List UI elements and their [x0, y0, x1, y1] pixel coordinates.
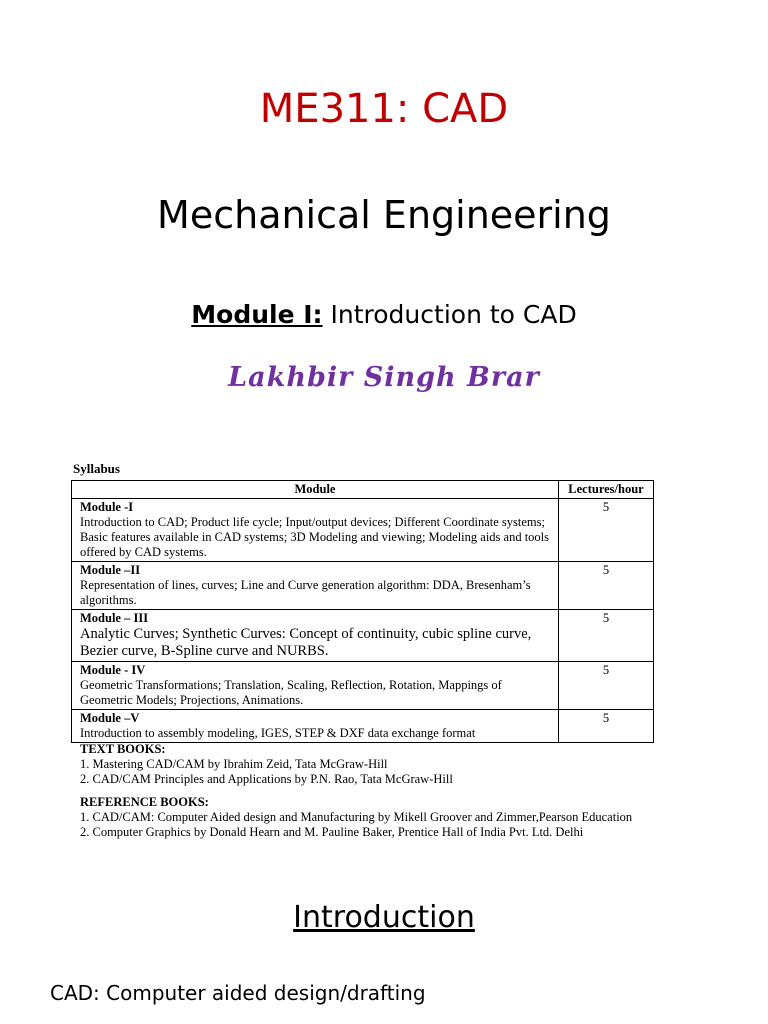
module-name: Module –II: [80, 563, 141, 577]
module-cell: [72, 662, 559, 710]
module-description: Introduction to CAD; Product life cycle; Input/output devices; Different Coordinate systems; Basic features available in CAD systems; 3D Modeling and viewing; Modeling aids and tools offered by CAD systems.: [80, 515, 550, 559]
module-cell: [72, 499, 559, 562]
module-name: Module - IV: [80, 663, 146, 677]
books-section: [80, 742, 650, 840]
text-book-item: 1. Mastering CAD/CAM by Ibrahim Zeid, Tata McGraw-Hill: [80, 757, 388, 771]
lectures-column-header: Lectures/hour: [559, 481, 654, 499]
module-heading: [0, 300, 768, 329]
course-code-title: ME311: CAD: [259, 86, 509, 132]
reference-book-item: 1. CAD/CAM: Computer Aided design and Manufacturing by Mikell Groover and Zimmer,Pearson Education: [80, 810, 633, 824]
module-cell: [72, 610, 559, 662]
department-title: Mechanical Engineering: [157, 193, 611, 237]
text-book-item: 2. CAD/CAM Principles and Applications by P.N. Rao, Tata McGraw-Hill: [80, 772, 453, 786]
lectures-cell: 5: [559, 710, 654, 743]
syllabus-header-row: [72, 481, 654, 499]
module-description: Analytic Curves; Synthetic Curves: Concept of continuity, cubic spline curve, Bezier curve, B-Spline curve and NURBS.: [80, 626, 532, 659]
table-row: [72, 610, 654, 662]
module-column-header: Module: [72, 481, 559, 499]
module-description: Geometric Transformations; Translation, Scaling, Reflection, Rotation, Mappings of Geometric Models; Projections, Animations.: [80, 678, 502, 707]
table-row: [72, 662, 654, 710]
table-row: [72, 499, 654, 562]
module-cell: [72, 710, 559, 743]
module-title: Introduction to CAD: [330, 300, 577, 329]
syllabus-label: Syllabus: [73, 461, 120, 476]
author-name: Lakhbir Singh Brar: [228, 362, 540, 393]
module-name: Module –V: [80, 711, 140, 725]
lectures-cell: 5: [559, 499, 654, 562]
syllabus-table: [71, 480, 654, 743]
lectures-cell: 5: [559, 562, 654, 610]
module-name: Module – III: [80, 611, 149, 625]
lectures-cell: 5: [559, 610, 654, 662]
reference-book-item: 2. Computer Graphics by Donald Hearn and M. Pauline Baker, Prentice Hall of India Pvt. Ltd. Delhi: [80, 825, 584, 839]
lectures-cell: 5: [559, 662, 654, 710]
module-label: Module I:: [191, 300, 323, 329]
module-name: Module -I: [80, 500, 134, 514]
introduction-heading: Introduction: [293, 900, 475, 935]
cad-definition: CAD: Computer aided design/drafting: [50, 981, 426, 1005]
table-row: [72, 562, 654, 610]
text-books-heading: TEXT BOOKS:: [80, 742, 166, 756]
table-row: [72, 710, 654, 743]
module-cell: [72, 562, 559, 610]
reference-books-heading: REFERENCE BOOKS:: [80, 795, 209, 809]
module-description: Representation of lines, curves; Line and Curve generation algorithm: DDA, Bresenham’s algorithms.: [80, 578, 531, 607]
module-description: Introduction to assembly modeling, IGES, STEP & DXF data exchange format: [80, 726, 476, 740]
